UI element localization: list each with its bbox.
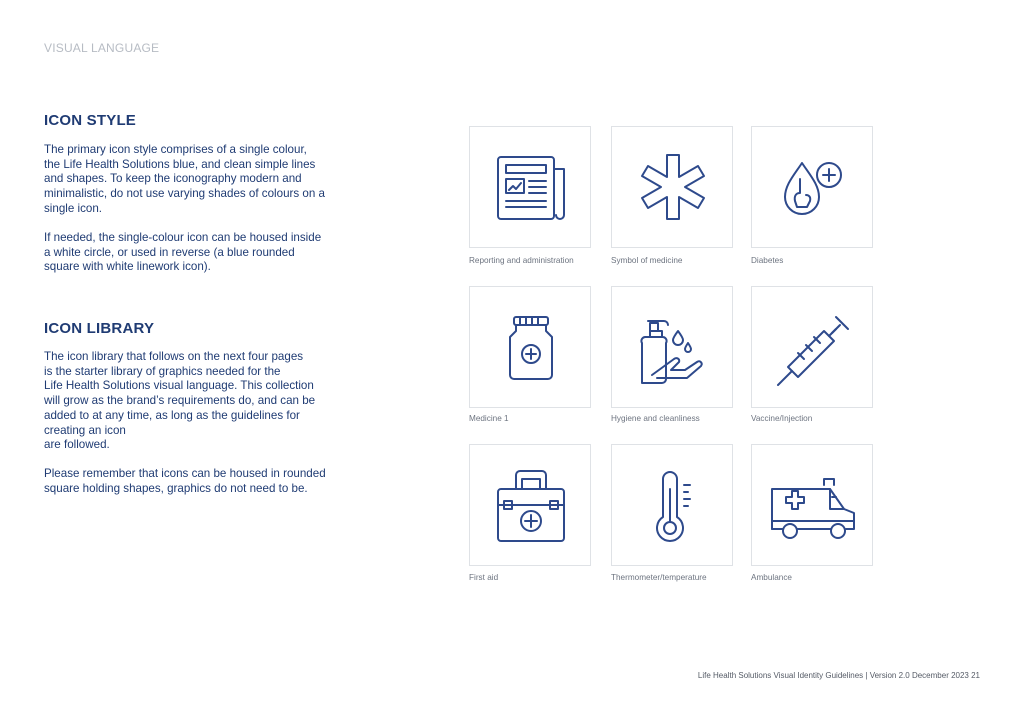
syringe-icon [752,287,874,409]
star-of-life-icon [612,127,734,249]
icon-style-paragraph-2: If needed, the single-colour icon can be housed inside a white circle, or used in reverse (a blue rounded square with white linework icon). [44,231,322,274]
icon-library-paragraph-2: Please remember that icons can be housed in rounded square holding shapes, graphics do not need to be. [44,467,326,495]
caption-diabetes: Diabetes [751,256,784,265]
section-label: VISUAL LANGUAGE [44,41,160,55]
newspaper-chart-icon [470,127,592,249]
page-footer: Life Health Solutions Visual Identity Guidelines | Version 2.0 December 2023 21 [697,671,980,680]
icon-tile-diabetes [751,126,873,248]
caption-reporting: Reporting and administration [469,256,574,265]
icon-tile-first-aid [469,444,591,566]
ambulance-icon [752,445,874,567]
caption-thermometer: Thermometer/temperature [611,573,707,582]
blood-drop-finger-icon [752,127,874,249]
icon-tile-thermometer [611,444,733,566]
icon-style-paragraph-1: The primary icon style comprises of a single colour, the Life Health Solutions blue, and clean simple lines and shapes. To keep the iconography modern and minimalistic, do not use varying shades of colours on a single icon. [44,143,325,215]
icon-tile-medicine [469,286,591,408]
caption-medicine: Medicine 1 [469,414,509,423]
soap-hands-icon [612,287,734,409]
icon-tile-ambulance [751,444,873,566]
icon-library-heading: ICON LIBRARY [44,320,155,337]
caption-ambulance: Ambulance [751,573,792,582]
thermometer-icon [612,445,734,567]
caption-vaccine: Vaccine/Injection [751,414,813,423]
icon-tile-vaccine [751,286,873,408]
icon-tile-reporting [469,126,591,248]
icon-library-paragraph-1: The icon library that follows on the next four pages is the starter library of graphics needed for the Life Health Solutions visual language. This collection will grow as the brand’s requirements do, and can be added to at any time, as long as the guidelines for creating an icon are followed. [44,350,316,452]
icon-tile-hygiene [611,286,733,408]
icon-style-heading: ICON STYLE [44,112,137,129]
caption-medicine-symbol: Symbol of medicine [611,256,683,265]
first-aid-kit-icon [470,445,592,567]
icon-tile-medicine-symbol [611,126,733,248]
medicine-bottle-icon [470,287,592,409]
caption-first-aid: First aid [469,573,499,582]
caption-hygiene: Hygiene and cleanliness [611,414,700,423]
